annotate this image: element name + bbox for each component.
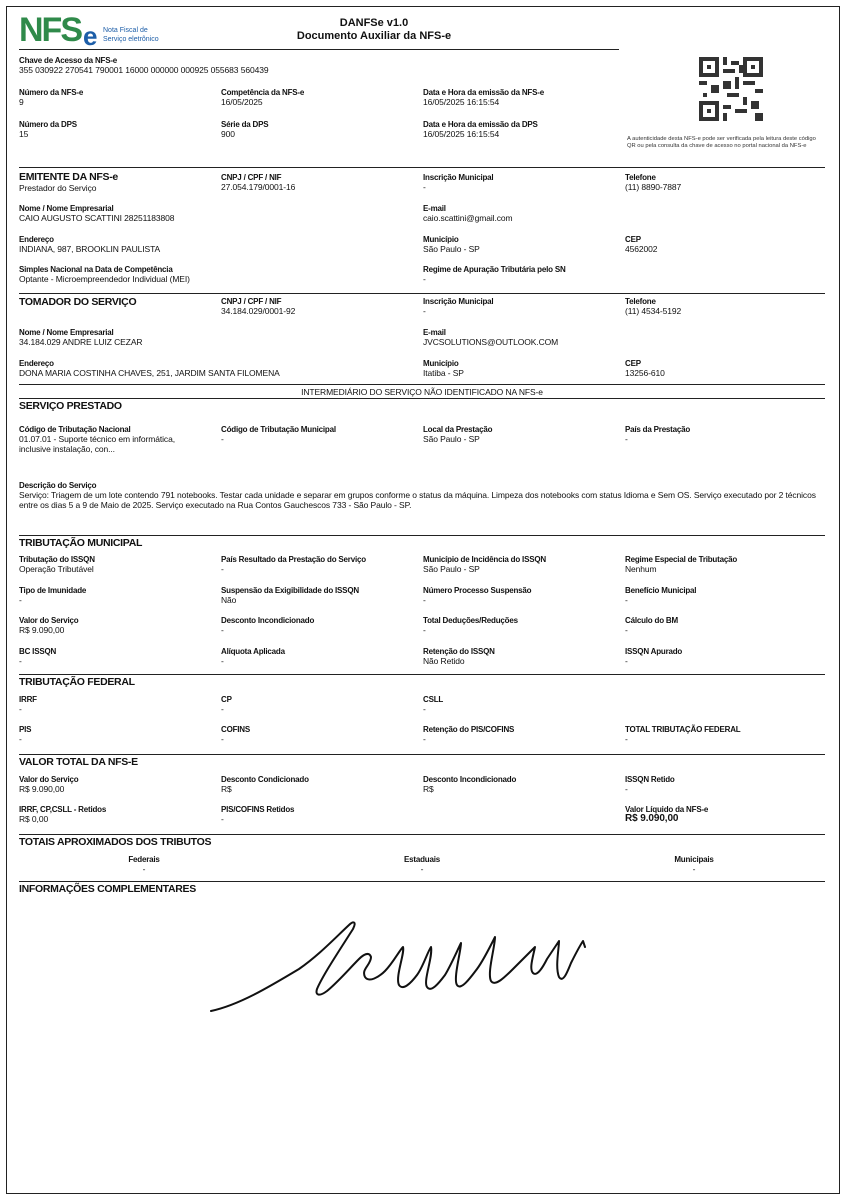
tomador-name-value: 34.184.029 ANDRE LUIZ CEZAR	[19, 337, 143, 347]
emitente-role: Prestador do Serviço	[19, 183, 97, 193]
emitente-phone-label: Telefone	[625, 173, 656, 182]
tomador-city-value: Itatiba - SP	[423, 368, 464, 378]
access-key-label: Chave de Acesso da NFS-e	[19, 56, 118, 65]
issqn-retention-label: Retenção do ISSQN	[423, 647, 495, 656]
municipal-service-value: R$ 9.090,00	[19, 625, 65, 635]
emitente-cnpj-value: 27.054.179/0001-16	[221, 182, 296, 192]
divider-federal	[19, 674, 825, 675]
tomador-cep-value: 13256-610	[625, 368, 665, 378]
bm-calc-value: -	[625, 625, 628, 635]
tomador-city-label: Município	[423, 359, 459, 368]
total-service-value: R$ 9.090,00	[19, 784, 65, 794]
unconditional-discount-label: Desconto Incondicionado	[221, 616, 315, 625]
emitente-address-label: Endereço	[19, 235, 54, 244]
approx-federal-value: -	[142, 864, 146, 874]
municipal-code-label: Código de Tributação Municipal	[221, 425, 336, 434]
incidence-city-value: São Paulo - SP	[423, 564, 480, 574]
service-country-label: País da Prestação	[625, 425, 691, 434]
emitente-im-value: -	[423, 182, 426, 192]
approx-state-value: -	[420, 864, 424, 874]
qr-verification-text: A autenticidade desta NFS-e pode ser verificada pela leitura deste código QR ou pela consulta da chave de acesso no portal nacional da NFS-e	[627, 136, 816, 149]
divider-total	[19, 754, 825, 755]
total-unconditional-discount-label: Desconto Incondicionado	[423, 775, 517, 784]
dps-number-value: 15	[19, 129, 29, 139]
emitente-city-label: Município	[423, 235, 459, 244]
municipal-benefit-label: Benefício Municipal	[625, 586, 697, 595]
national-code-label: Código de Tributação Nacional	[19, 425, 131, 434]
tomador-cnpj-value: 34.184.029/0001-92	[221, 306, 296, 316]
csll-label: CSLL	[423, 695, 444, 704]
tomador-phone-label: Telefone	[625, 297, 656, 306]
issqn-tax-label: Tributação do ISSQN	[19, 555, 95, 564]
emitente-section-title: EMITENTE DA NFS-e	[19, 171, 118, 183]
issqn-calculated-value: -	[625, 656, 628, 666]
tomador-phone-value: (11) 4534-5192	[625, 306, 682, 316]
deductions-label: Total Deduções/Reduções	[423, 616, 518, 625]
federal-total-label: TOTAL TRIBUTAÇÃO FEDERAL	[625, 725, 741, 734]
irrf-value: -	[19, 704, 22, 714]
nfse-logo	[19, 11, 199, 51]
service-description-value: Serviço: Triagem de um lote contendo 791 notebooks. Testar cada unidade e separar em grupos conforme o status da máquina. Limpeza dos notebooks com status Idioma e Sem OS. Serviço executado por 2 técnicos entre os dias 5 a 9 de Maio de 2025. Serviço executado na Rua Contos Gauchescos 733 - São Paulo - SP.	[19, 490, 816, 510]
issqn-withheld-value: -	[625, 784, 628, 794]
suspension-process-label: Número Processo Suspensão	[423, 586, 532, 595]
info-section-title: INFORMAÇÕES COMPLEMENTARES	[19, 883, 196, 895]
emitente-email-value: caio.scattini@gmail.com	[423, 213, 513, 223]
pis-cofins-retention-value: -	[423, 734, 426, 744]
result-country-label: País Resultado da Prestação do Serviço	[221, 555, 366, 564]
suspension-value: Não	[221, 595, 237, 605]
bc-issqn-label: BC ISSQN	[19, 647, 57, 656]
emitente-cep-label: CEP	[625, 235, 641, 244]
result-country-value: -	[221, 564, 224, 574]
service-country-value: -	[625, 434, 628, 444]
rate-value: -	[221, 656, 224, 666]
intermediario-note: INTERMEDIÁRIO DO SERVIÇO NÃO IDENTIFICADO NA NFS-e	[301, 387, 543, 397]
immunity-value: -	[19, 595, 22, 605]
total-unconditional-discount-value: R$	[423, 784, 434, 794]
dps-number-label: Número da DPS	[19, 120, 77, 129]
withheld-taxes-value: R$ 0,00	[19, 814, 49, 824]
incidence-city-label: Município de Incidência do ISSQN	[423, 555, 546, 564]
simples-label: Simples Nacional na Data de Competência	[19, 265, 173, 274]
emitente-cnpj-label: CNPJ / CPF / NIF	[221, 173, 282, 182]
tomador-email-label: E-mail	[423, 328, 446, 337]
conditional-discount-label: Desconto Condicionado	[221, 775, 309, 784]
municipal-code-value: -	[221, 434, 224, 444]
title-line-2: Documento Auxiliar da NFS-e	[296, 30, 452, 42]
municipal-service-value-label: Valor do Serviço	[19, 616, 79, 625]
dps-series-label: Série da DPS	[221, 120, 269, 129]
federal-section-title: TRIBUTAÇÃO FEDERAL	[19, 676, 135, 688]
issqn-retention-value: Não Retido	[423, 656, 465, 666]
nfse-number-value: 9	[19, 97, 24, 107]
suspension-process-value: -	[423, 595, 426, 605]
divider-info	[19, 881, 825, 882]
access-key-value: 355 030922 270541 790001 16000 000000 000925 055683 560439	[19, 65, 269, 75]
immunity-label: Tipo de Imunidade	[19, 586, 87, 595]
municipal-benefit-value: -	[625, 595, 628, 605]
regime-sn-label: Regime de Apuração Tributária pelo SN	[423, 265, 566, 274]
simples-value: Optante - Microempreendedor Individual (MEI)	[19, 274, 190, 284]
approx-state-label: Estaduais	[404, 855, 440, 864]
title-line-1: DANFSe v1.0	[339, 17, 409, 29]
emitente-name-label: Nome / Nome Empresarial	[19, 204, 114, 213]
nfse-number-label: Número da NFS-e	[19, 88, 84, 97]
tomador-cnpj-label: CNPJ / CPF / NIF	[221, 297, 282, 306]
unconditional-discount-value: -	[221, 625, 224, 635]
csll-value: -	[423, 704, 426, 714]
logo-text: NFS	[19, 11, 81, 49]
bm-calc-label: Cálculo do BM	[625, 616, 678, 625]
pis-cofins-withheld-value: -	[221, 814, 224, 824]
tomador-address-label: Endereço	[19, 359, 54, 368]
logo-subtitle-2: Serviço eletrônico	[103, 36, 159, 43]
special-regime-label: Regime Especial de Tributação	[625, 555, 738, 564]
emitente-email-label: E-mail	[423, 204, 446, 213]
logo-e-mark: e	[83, 21, 98, 51]
emitente-im-label: Inscrição Municipal	[423, 173, 494, 182]
dps-date-value: 16/05/2025 16:15:54	[423, 129, 500, 139]
emitente-city-value: São Paulo - SP	[423, 244, 480, 254]
dps-date-label: Data e Hora da emissão da DPS	[423, 120, 538, 129]
cofins-label: COFINS	[221, 725, 251, 734]
tomador-im-value: -	[423, 306, 426, 316]
handwritten-signature	[199, 907, 659, 1027]
federal-total-value: -	[625, 734, 628, 744]
tomador-section-title: TOMADOR DO SERVIÇO	[19, 296, 137, 308]
net-value: R$ 9.090,00	[625, 813, 679, 824]
approx-municipal-label: Municipais	[674, 855, 714, 864]
cp-value: -	[221, 704, 224, 714]
irrf-label: IRRF	[19, 695, 37, 704]
approx-municipal-value: -	[692, 864, 696, 874]
service-location-value: São Paulo - SP	[423, 434, 480, 444]
tomador-cep-label: CEP	[625, 359, 641, 368]
servico-section-title: SERVIÇO PRESTADO	[19, 400, 122, 412]
emitente-address-value: INDIANA, 987, BROOKLIN PAULISTA	[19, 244, 161, 254]
suspension-label: Suspensão da Exigibilidade do ISSQN	[221, 586, 359, 595]
divider-aprox	[19, 834, 825, 835]
approx-federal-label: Federais	[128, 855, 160, 864]
logo-subtitle-1: Nota Fiscal de	[103, 27, 148, 34]
divider-intermediario	[19, 384, 825, 385]
emitente-phone-value: (11) 8890-7887	[625, 182, 682, 192]
total-service-value-label: Valor do Serviço	[19, 775, 79, 784]
withheld-taxes-label: IRRF, CP,CSLL - Retidos	[19, 805, 107, 814]
emitente-cep-value: 4562002	[625, 244, 658, 254]
issqn-tax-value: Operação Tributável	[19, 564, 94, 574]
pis-value: -	[19, 734, 22, 744]
conditional-discount-value: R$	[221, 784, 232, 794]
danfse-page	[6, 6, 840, 1194]
document-title	[249, 17, 499, 43]
tomador-address-value: DONA MARIA COSTINHA CHAVES, 251, JARDIM SANTA FILOMENA	[19, 368, 280, 378]
municipal-section-title: TRIBUTAÇÃO MUNICIPAL	[19, 537, 143, 549]
divider-emitente	[19, 167, 825, 168]
pis-cofins-withheld-label: PIS/COFINS Retidos	[221, 805, 295, 814]
total-section-title: VALOR TOTAL DA NFS-E	[19, 756, 138, 768]
cp-label: CP	[221, 695, 232, 704]
issqn-calculated-label: ISSQN Apurado	[625, 647, 683, 656]
tomador-im-label: Inscrição Municipal	[423, 297, 494, 306]
competence-value: 16/05/2025	[221, 97, 263, 107]
service-description-label: Descrição do Serviço	[19, 481, 97, 490]
regime-sn-value: -	[423, 274, 426, 284]
issqn-withheld-label: ISSQN Retido	[625, 775, 675, 784]
deductions-value: -	[423, 625, 426, 635]
special-regime-value: Nenhum	[625, 564, 657, 574]
tomador-email-value: JVCSOLUTIONS@OUTLOOK.COM	[423, 337, 559, 347]
net-value-label: Valor Líquido da NFS-e	[625, 805, 709, 814]
pis-cofins-retention-label: Retenção do PIS/COFINS	[423, 725, 515, 734]
competence-label: Competência da NFS-e	[221, 88, 305, 97]
tomador-name-label: Nome / Nome Empresarial	[19, 328, 114, 337]
header-divider	[19, 49, 619, 50]
divider-tomador	[19, 293, 825, 294]
rate-label: Alíquota Aplicada	[221, 647, 285, 656]
divider-municipal	[19, 535, 825, 536]
divider-servico	[19, 398, 825, 399]
dps-series-value: 900	[221, 129, 235, 139]
emitente-name-value: CAIO AUGUSTO SCATTINI 28251183808	[19, 213, 175, 223]
issue-date-value: 16/05/2025 16:15:54	[423, 97, 500, 107]
qr-code	[699, 57, 763, 121]
national-code-value: 01.07.01 - Suporte técnico em informática, inclusive instalação, con...	[19, 434, 175, 454]
approx-section-title: TOTAIS APROXIMADOS DOS TRIBUTOS	[19, 836, 212, 848]
issue-date-label: Data e Hora da emissão da NFS-e	[423, 88, 544, 97]
pis-label: PIS	[19, 725, 32, 734]
bc-issqn-value: -	[19, 656, 22, 666]
cofins-value: -	[221, 734, 224, 744]
service-location-label: Local da Prestação	[423, 425, 493, 434]
